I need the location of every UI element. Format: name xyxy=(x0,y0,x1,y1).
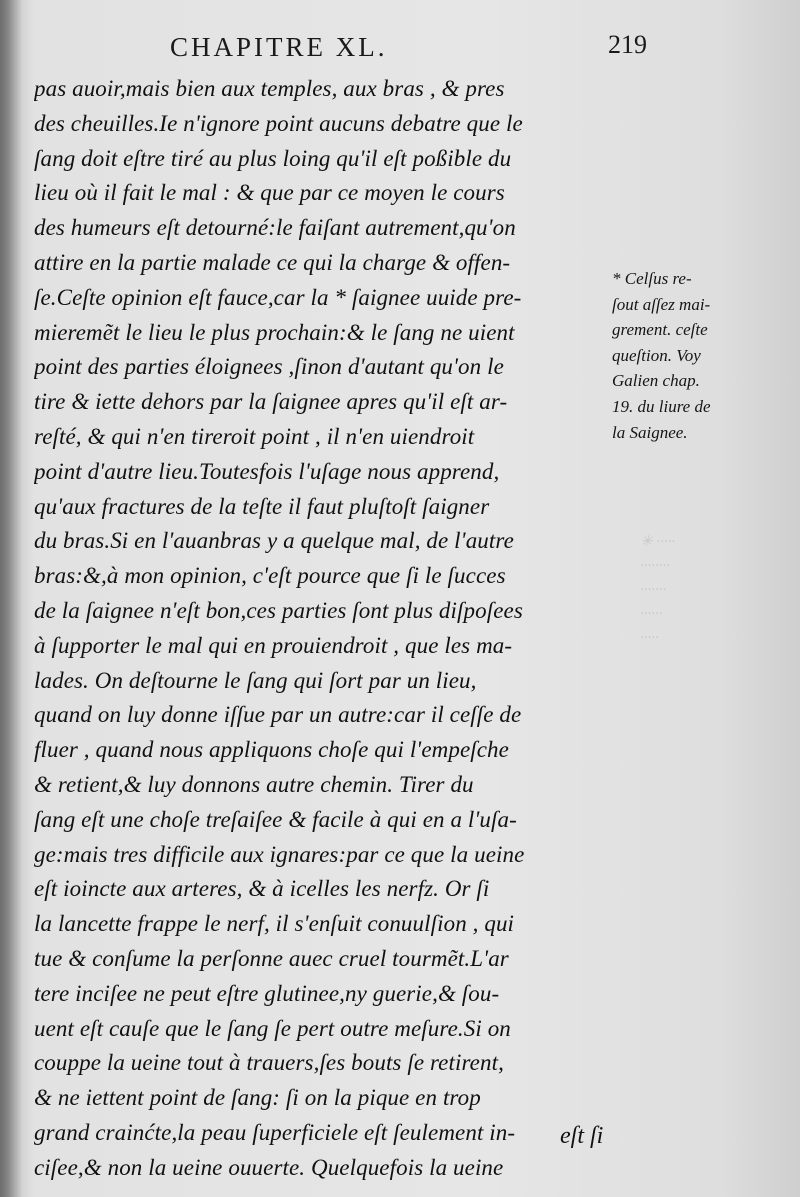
gutter-shadow xyxy=(0,0,22,1197)
text-line: uent eſt cauſe que le ſang ſe pert outre meſure.Si on xyxy=(34,1015,511,1041)
marginal-note-line: grement. ceſte xyxy=(612,320,708,340)
text-line: des cheuilles.Ie n'ignore point aucuns debatre que le xyxy=(34,110,523,136)
text-line: fluer , quand nous appliquons choſe qui l'empeſche xyxy=(34,737,509,763)
text-line: qu'aux fractures de la teſte il faut pluſtoſt ſaigner xyxy=(34,493,490,519)
show-through-line: ······· xyxy=(640,582,667,598)
show-through-line: ✳ ····· xyxy=(640,534,676,550)
marginal-note-line: ſout aſſez mai- xyxy=(612,294,711,314)
text-line: tere inciſee ne peut eſtre glutinee,ny guerie,& ſou- xyxy=(34,980,500,1006)
page-header xyxy=(0,28,800,68)
text-line: ciſee,& non la ueine ouuerte. Quelquefois la ueine xyxy=(34,1154,504,1180)
catchword: eſt ſi xyxy=(560,1123,604,1149)
text-line: ſang eſt une choſe treſaiſee & facile à qui en a l'uſa- xyxy=(34,806,517,832)
text-line: à ſupporter le mal qui en prouiendroit , que les ma- xyxy=(34,632,513,658)
text-line: couppe la ueine tout à trauers,ſes bouts ſe retirent, xyxy=(34,1050,504,1076)
marginal-note xyxy=(612,266,762,445)
show-through-line: ······ xyxy=(640,606,663,622)
marginal-note-line: 19. du liure de xyxy=(612,396,711,416)
marginal-note-line: Galien chap. xyxy=(612,371,700,391)
text-line: du bras.Si en l'auanbras y a quelque mal, de l'autre xyxy=(34,528,514,554)
text-line: quand on luy donne iſſue par un autre:car il ceſſe de xyxy=(34,702,522,728)
text-line: reſté, & qui n'en tireroit point , il n'en uiendroit xyxy=(34,423,475,449)
text-line: grand crainćte,la peau ſuperficiele eſt ſeulement in- xyxy=(34,1119,516,1145)
text-line: & ne iettent point de ſang: ſi on la pique en trop xyxy=(34,1085,481,1111)
text-line: ge:mais tres difficile aux ignares:par ce que la ueine xyxy=(34,841,525,867)
text-line: lades. On deſtourne le ſang qui ſort par un lieu, xyxy=(34,667,477,693)
text-line: des humeurs eſt detourné:le faiſant autrement,qu'on xyxy=(34,215,516,241)
page-number: 219 xyxy=(608,30,647,59)
show-through-line: ····· xyxy=(640,630,659,646)
text-line: mieremẽt le lieu le plus prochain:& le ſang ne uient xyxy=(34,319,515,345)
text-line: ſe.Ceſte opinion eſt fauce,car la * ſaignee uuide pre- xyxy=(34,284,522,310)
marginal-note-line: queſtion. Voy xyxy=(612,345,701,365)
show-through-text xyxy=(640,530,780,650)
text-line: point d'autre lieu.Toutesfois l'uſage nous apprend, xyxy=(34,458,500,484)
text-line: la lancette frappe le nerf, il s'enſuit conuulſion , qui xyxy=(34,911,515,937)
text-line: tue & conſume la perſonne auec cruel tourmẽt.L'ar xyxy=(34,945,509,971)
text-line: lieu où il fait le mal : & que par ce moyen le cours xyxy=(34,180,505,206)
show-through-line: ········ xyxy=(640,558,670,574)
text-line: attire en la partie malade ce qui la charge & offen- xyxy=(34,249,511,275)
text-line: tire & iette dehors par la ſaignee apres qu'il eſt ar- xyxy=(34,389,508,415)
running-title: CHAPITRE XL. xyxy=(170,32,388,62)
text-line: de la ſaignee n'eſt bon,ces parties ſont plus diſpoſees xyxy=(34,597,523,623)
text-line: point des parties éloignees ,ſinon d'autant qu'on le xyxy=(34,354,504,380)
text-line: ſang doit eſtre tiré au plus loing qu'il eſt poßible du xyxy=(34,145,512,171)
text-line: & retient,& luy donnons autre chemin. Tirer du xyxy=(34,771,474,797)
text-line: eſt ioincte aux arteres, & à icelles les nerfz. Or ſi xyxy=(34,876,490,902)
main-text-block xyxy=(34,72,609,1186)
marginal-note-line: la Saignee. xyxy=(612,422,688,442)
marginal-note-line: * Celſus re- xyxy=(612,269,692,288)
text-line: pas auoir,mais bien aux temples, aux bras , & pres xyxy=(34,76,505,101)
text-line: bras:&,à mon opinion, c'eſt pource que ſi le ſucces xyxy=(34,563,506,589)
